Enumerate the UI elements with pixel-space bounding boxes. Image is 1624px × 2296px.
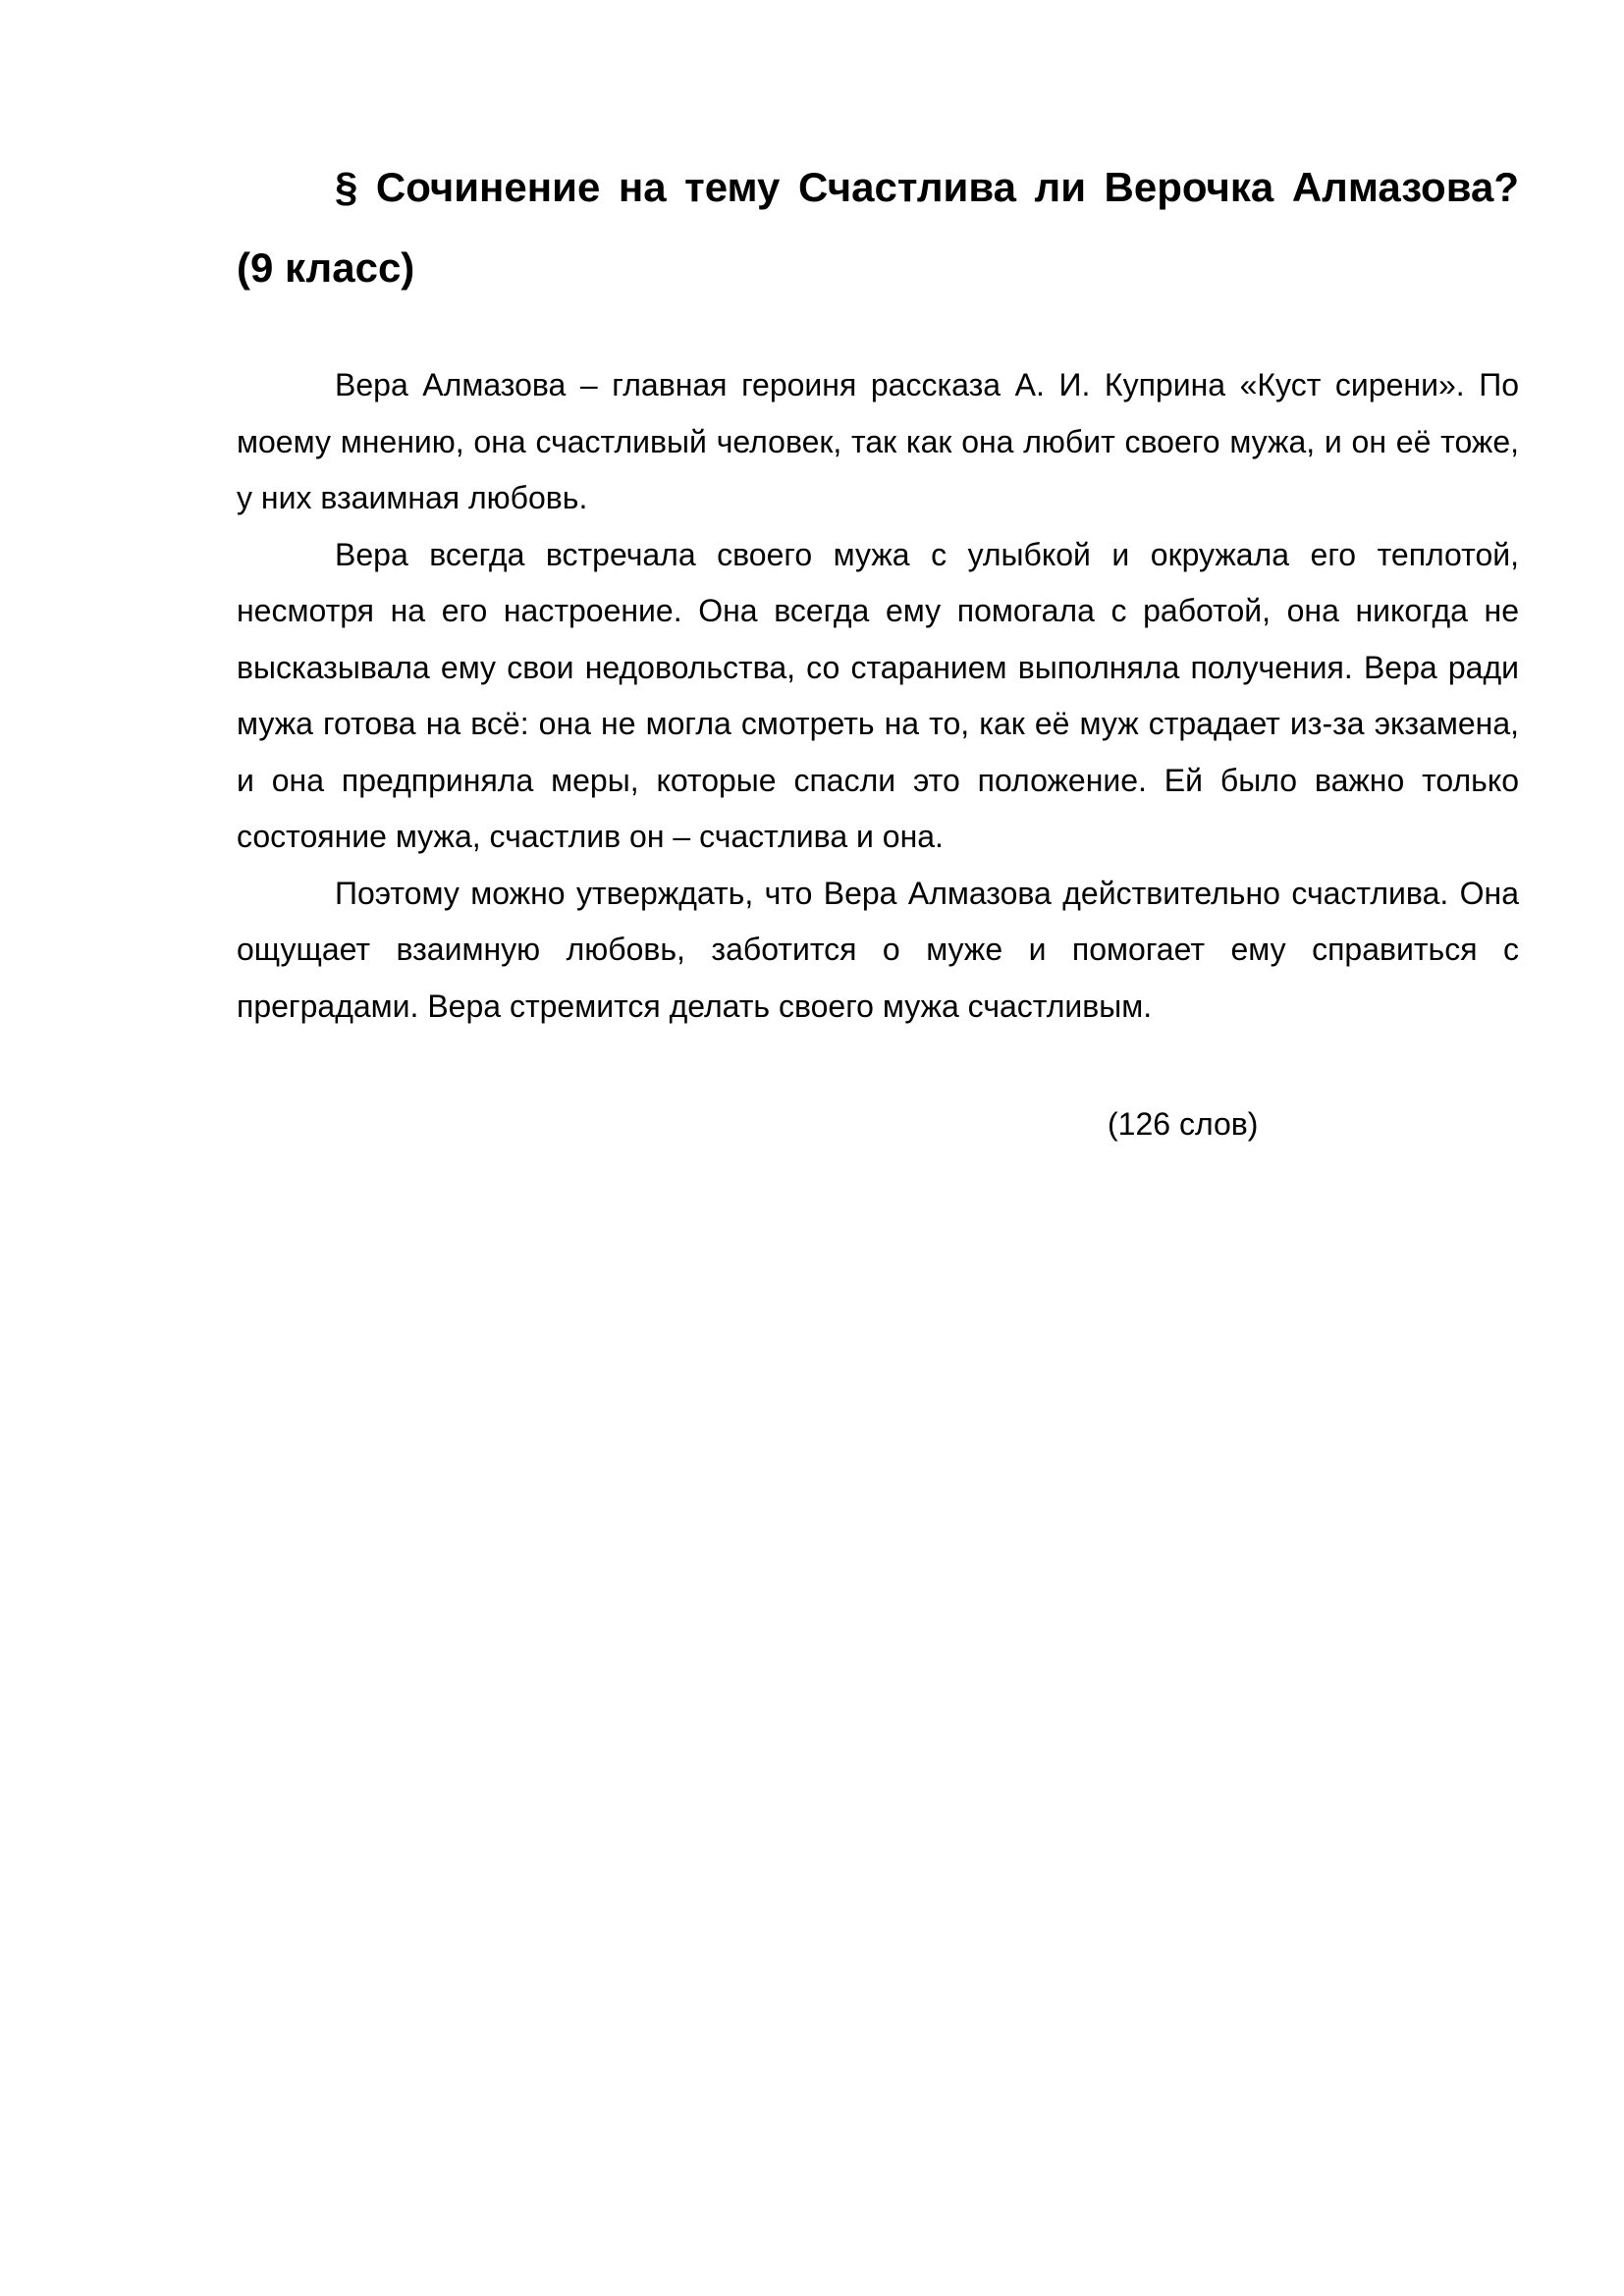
word-count: (126 слов) [1108, 1106, 1259, 1142]
essay-title: § Сочинение на тему Счастлива ли Верочка Алмазова? (9 класс) [237, 164, 1519, 291]
essay-paragraph-3: Поэтому можно утверждать, что Вера Алмазова действительно счастлива. Она ощущает взаимную любовь, заботится о муже и помогает ему справиться с преградами. Вера стремится делать своего мужа счастливым. [237, 875, 1519, 1024]
essay-paragraph-2: Вера всегда встречала своего мужа с улыбкой и окружала его теплотой, несмотря на его настроение. Она всегда ему помогала с работой, она никогда не высказывала ему свои недовольства, со старанием выполняла получения. Вера ради мужа готова на всё: она не могла смотреть на то, как её муж страдает из-за экзамена, и она предприняла меры, которые спасли это положение. Ей было важно только состояние мужа, счастлив он – счастлива и она. [237, 536, 1519, 854]
essay-paragraph-1: Вера Алмазова – главная героиня рассказа А. И. Куприна «Куст сирени». По моему мнению, она счастливый человек, так как она любит своего мужа, и он её тоже, у них взаимная любовь. [237, 367, 1519, 515]
document-body [237, 147, 1519, 1035]
